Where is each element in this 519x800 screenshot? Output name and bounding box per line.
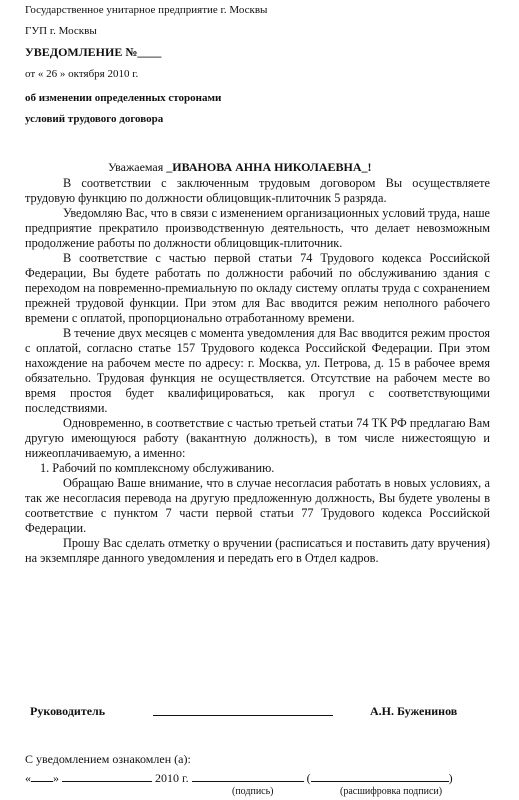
signature-role: Руководитель	[30, 704, 106, 718]
paren-open: (	[306, 771, 311, 785]
day-blank	[31, 769, 53, 782]
document-title: УВЕДОМЛЕНИЕ №____	[25, 45, 162, 59]
letter-body	[25, 176, 490, 566]
caption-name-decode: (расшифровка подписи)	[340, 786, 443, 797]
acknowledgement-fill-line	[25, 769, 495, 786]
paragraph: Уведомляю Вас, что в связи с изменением организационных условий труда, наше предприятие прекратило производственную деятельность, что делает невозможным продолжение работы по должности облицовщик-плиточник.	[25, 206, 490, 250]
paragraph: Обращаю Ваше внимание, что в случае несогласия работать в новых условиях, а так же несогласия перевода на другую предложенную должность, Вы будете уволены в соответствие с пунктом 7 части первой статьи 77 Трудового кодекса Российской Федерации.	[25, 476, 490, 535]
acknowledgement-text: С уведомлением ознакомлен (а):	[25, 752, 191, 766]
greeting	[108, 160, 372, 175]
subject-line-2: условий трудового договора	[25, 113, 164, 125]
date-quote-close: »	[53, 771, 59, 785]
paragraph: Одновременно, в соответствие с частью третьей статьи 74 ТК РФ предлагаю Вам другую имеющуюся работу (вакантную должность), в том числе нижестоящую и нижеоплачиваемую, а именно:	[25, 416, 490, 460]
document-date: от « 26 » октября 2010 г.	[25, 68, 139, 80]
paragraph: В соответствии с заключенным трудовым договором Вы осуществляете трудовую функцию по должности облицовщик-плиточник 5 разряда.	[25, 176, 490, 205]
organization-full-name: Государственное унитарное предприятие г. Москвы	[25, 4, 268, 16]
paragraph: В соответствие с частью первой статьи 74 Трудового кодекса Российской Федерации, Вы будете работать по должности рабочий по обслуживанию здания с переходом на повременно-премиальную по окладу систему оплаты труда с сохранением прежней трудовой функции. При этом для Вас вводится режим неполного рабочего времени с оплатой, пропорционально отработанному времени.	[25, 251, 490, 325]
organization-short-name: ГУП г. Москвы	[25, 25, 97, 37]
paragraph: Прошу Вас сделать отметку о вручении (расписаться и поставить дату вручения) на экземпляре данного уведомления и передать его в Отдел кадров.	[25, 536, 490, 565]
list-item: 1. Рабочий по комплексному обслуживанию.	[40, 461, 275, 475]
signature-blank-line	[153, 715, 333, 716]
recipient-name: _ИВАНОВА АННА НИКОЛАЕВНА_!	[166, 160, 372, 174]
paren-close: )	[448, 771, 453, 785]
date-quote-open: «	[25, 771, 31, 785]
month-blank	[62, 769, 152, 782]
paragraph: В течение двух месяцев с момента уведомления для Вас вводится режим простоя с оплатой, согласно статье 157 Трудового кодекса Российской Федерации. При этом нахождение на рабочем месте по адресу: г. Москва, ул. Петрова, д. 15 в рабочее время обязательно. Трудовая функция не осуществляется. Отсутствие на рабочем месте во время простоя будет квалифицироваться, как прогул с соответствующими последствиями.	[25, 326, 490, 415]
caption-signature: (подпись)	[232, 786, 274, 797]
salutation: Уважаемая	[108, 160, 164, 174]
signatory-name: А.Н. Буженинов	[370, 704, 458, 718]
signature-blank	[192, 769, 304, 782]
name-decode-blank	[311, 769, 449, 782]
year-text: 2010 г.	[155, 771, 189, 785]
subject-line-1: об изменении определенных сторонами	[25, 92, 222, 104]
